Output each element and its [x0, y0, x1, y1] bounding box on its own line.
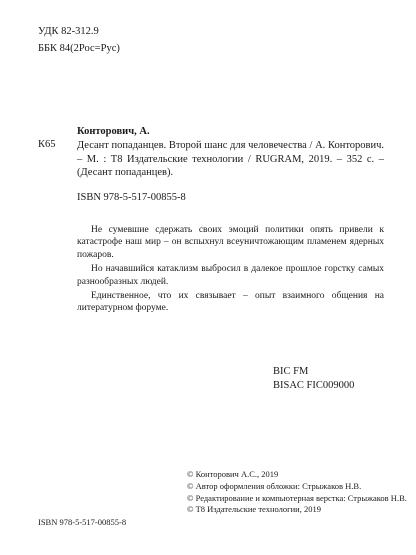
annotation	[77, 224, 384, 317]
bisac-code: BISAC FIC009000	[273, 379, 355, 391]
isbn: ISBN 978-5-517-00855-8	[77, 192, 186, 203]
footer-isbn: ISBN 978-5-517-00855-8	[38, 517, 127, 527]
subject-codes	[273, 365, 354, 392]
copyright-line: © Редактирование и компьютерная верстка: Стрыжаков Н.В.	[187, 492, 407, 503]
copyright-line: © Т8 Издательские технологии, 2019	[187, 504, 321, 515]
bbk-code: ББК 84(2Рос=Рус)	[38, 43, 120, 54]
classification-block	[38, 23, 120, 57]
copyright-line: © Автор оформления обложки: Стрыжаков Н.В.	[187, 480, 362, 491]
annotation-paragraph: Единственное, что их связывает – опыт взаимного общения на литературном форуме.	[77, 291, 384, 314]
bic-code: BIC FM	[273, 366, 309, 377]
copyright-block	[187, 469, 407, 516]
udk-code: УДК 82-312.9	[38, 26, 99, 37]
annotation-paragraph: Не сумевшие сдержать своих эмоций политики опять привели к катастрофе наш мир – он вспыхнул всеуничтожающим пламенем ядерных пожаров.	[77, 225, 384, 260]
copyright-line: © Конторович А.С., 2019	[187, 469, 279, 479]
author-sign: К65	[38, 139, 56, 150]
author-name: Конторович, А.	[77, 126, 150, 137]
bibliographic-description: Десант попаданцев. Второй шанс для человечества / А. Конторович. – М. : Т8 Издательские технологии / RUGRAM, 2019. – 352 с. – (Десант попаданцев).	[77, 140, 384, 178]
annotation-paragraph: Но начавшийся катаклизм выбросил в далекое прошлое горстку самых разнообразных людей.	[77, 264, 384, 287]
